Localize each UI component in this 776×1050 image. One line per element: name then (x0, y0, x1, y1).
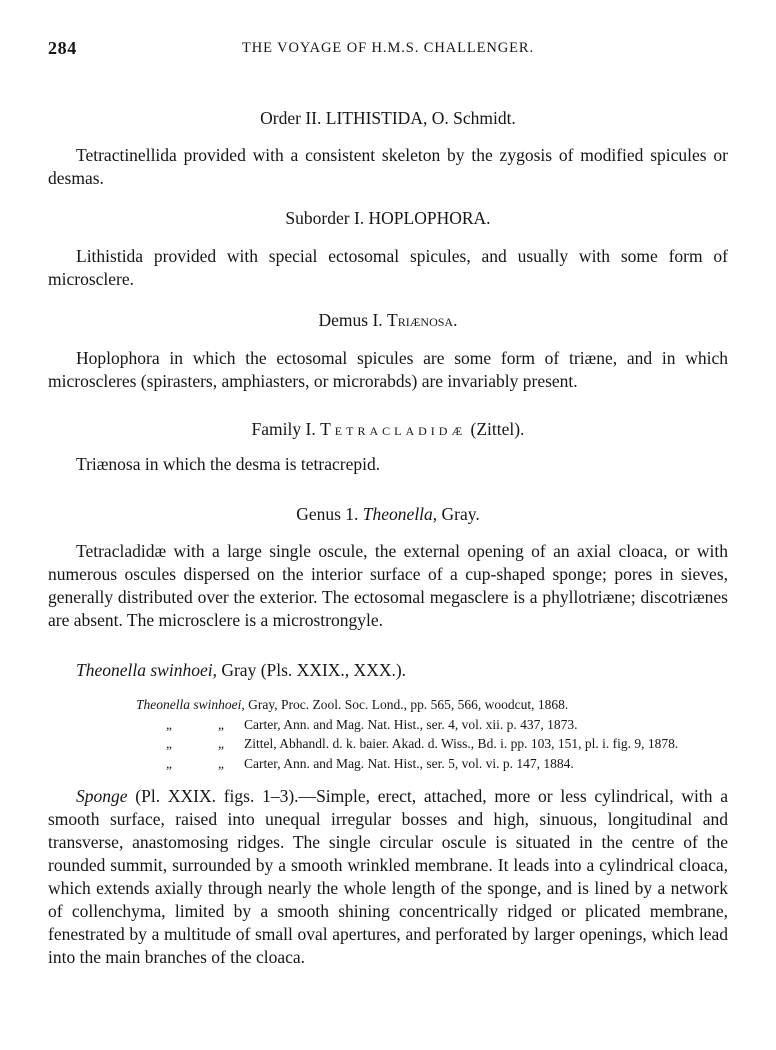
synonymy-row (136, 735, 726, 753)
synonymy-first-name: Theonella swinhoei (136, 697, 242, 712)
genus-prefix: Genus 1. (296, 504, 359, 524)
genus-description: Tetracladidæ with a large single oscule, the external opening of an axial cloaca, or with numerous oscules dispersed on the interior surface of a cup-shaped sponge; pores in sieves, generally distributed over the exterior. The ectosomal megasclere is a phyllotriæne; discotriænes are absent. The microsclere is a microstrongyle. (48, 541, 728, 630)
synonymy-reference: Carter, Ann. and Mag. Nat. Hist., ser. 5, vol. vi. p. 147, 1884. (244, 755, 574, 771)
running-head (48, 38, 728, 64)
family-description: Triænosa in which the desma is tetracrepid. (76, 454, 381, 474)
synonymy-reference: Zittel, Abhandl. d. k. baier. Akad. d. Wiss., Bd. i. pp. 103, 151, pl. i. fig. 9, 1878. (244, 736, 679, 751)
ditto-mark: „ (166, 755, 172, 771)
species-name: Theonella swinhoei (76, 660, 213, 680)
synonymy-first-text: , Gray, Proc. Zool. Soc. Lond., pp. 565, 566, woodcut, 1868. (241, 697, 569, 712)
synonymy-list (136, 696, 726, 772)
demus-prefix: Demus I. (318, 310, 383, 330)
synonymy-first (136, 696, 726, 714)
family-prefix: Family I. (251, 419, 316, 439)
demus-name: Triænosa. (387, 310, 458, 330)
sponge-lead: Sponge (76, 786, 128, 806)
order-description: Tetractinellida provided with a consistent skeleton by the zygosis of modified spicules or desmas. (48, 145, 728, 188)
order-heading: Order II. LITHISTIDA, O. Schmidt. (260, 108, 516, 128)
family-name: Tetracladidæ (320, 419, 467, 439)
demus-heading (48, 308, 728, 332)
species-authority: , Gray (Pls. XXIX., XXX.). (212, 660, 407, 680)
ditto-mark: „ (218, 736, 224, 751)
suborder-description: Lithistida provided with special ectosomal spicules, and usually with some form of microsclere. (48, 246, 728, 289)
demus-description: Hoplophora in which the ectosomal spicules are some form of triæne, and in which microscleres (spirasters, amphiasters, or microrabds) are invariably present. (48, 348, 728, 391)
family-authority: (Zittel). (470, 419, 525, 439)
ditto-mark: „ (218, 755, 224, 771)
sponge-plate-ref: (Pl. XXIX. figs. 1–3).— (127, 786, 317, 806)
ditto-mark: „ (166, 736, 172, 751)
family-heading (48, 417, 728, 441)
species-heading (48, 659, 728, 682)
sponge-text: Simple, erect, attached, more or less cylindrical, with a smooth surface, raised into unequal irregular bosses and high, sinuous, longitudinal and transverse, anastomosing ridges. The single circular oscule is situated in the centre of the rounded summit, surrounded by a smooth wrinkled membrane. It leads into a cylindrical cloaca, which extends axially through nearly the whole length of the sponge, and is lined by a network of collenchyma, limited by a smooth shining concentrically ridged or plicated membrane, fenestrated by a multitude of small oval apertures, and perforated by larger openings, which lead into the main branches of the cloaca. (48, 786, 728, 967)
ditto-mark: „ (218, 716, 224, 732)
genus-authority: , Gray. (432, 504, 480, 524)
genus-name: Theonella (362, 504, 433, 524)
ditto-mark: „ (166, 716, 172, 732)
suborder-heading: Suborder I. HOPLOPHORA. (285, 208, 491, 228)
synonymy-row (136, 755, 726, 773)
sponge-description (48, 785, 728, 969)
page-number: 284 (48, 38, 77, 58)
synonymy-reference: Carter, Ann. and Mag. Nat. Hist., ser. 4, vol. xii. p. 437, 1873. (244, 716, 578, 732)
synonymy-row (136, 716, 726, 734)
book-page (48, 38, 728, 969)
genus-heading (48, 502, 728, 526)
running-title: THE VOYAGE OF H.M.S. CHALLENGER. (242, 40, 534, 56)
